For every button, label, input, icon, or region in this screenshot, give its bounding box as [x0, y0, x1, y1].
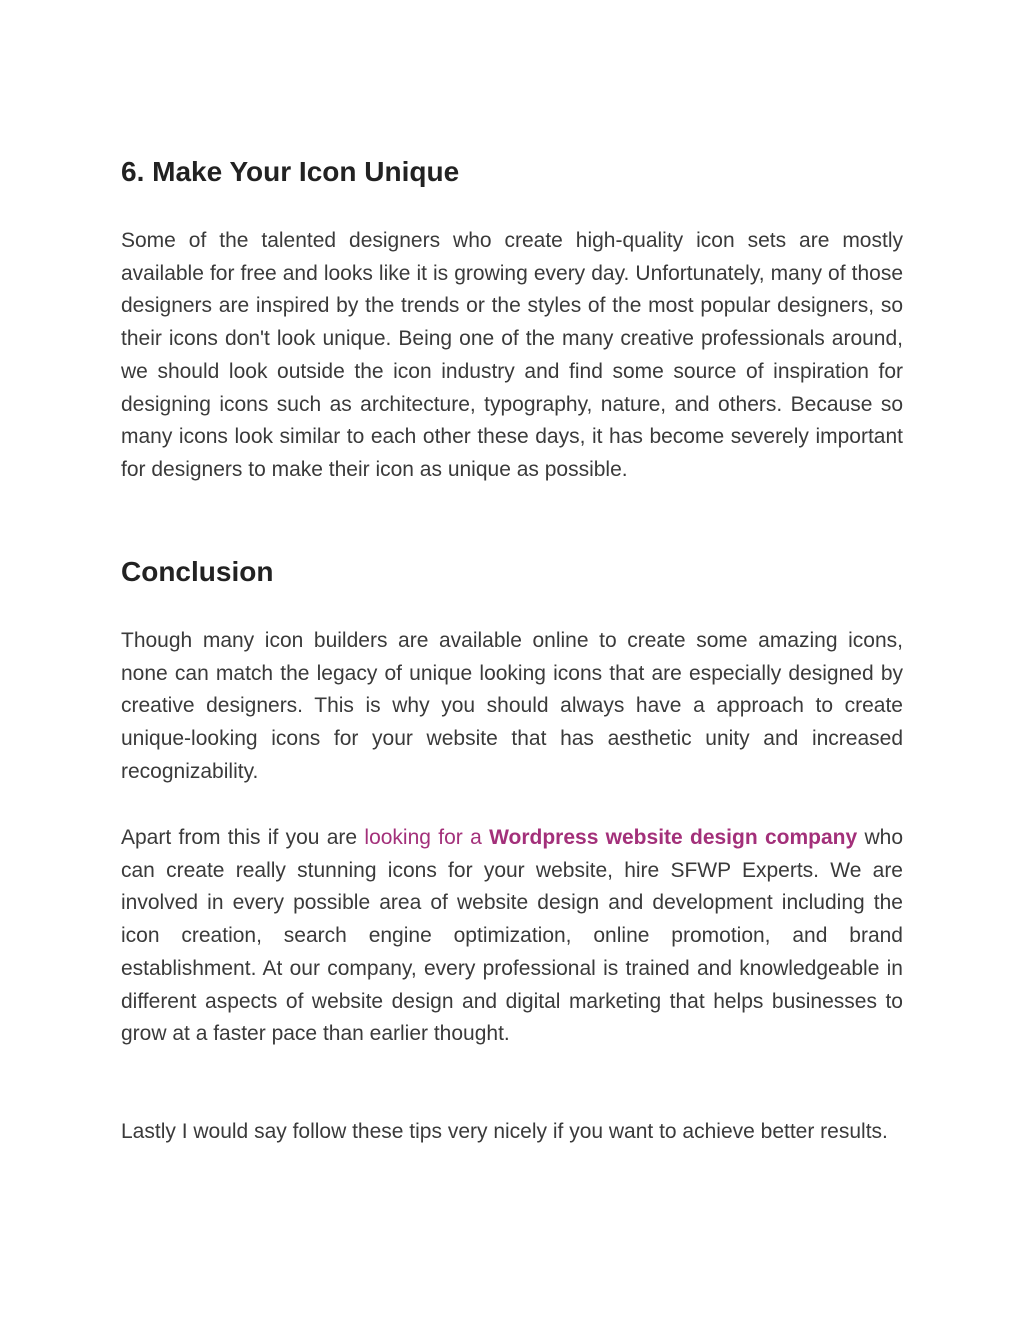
paragraph-text-space [482, 826, 489, 849]
looking-for-link[interactable]: looking for a [364, 826, 482, 849]
conclusion-paragraph-3: Lastly I would say follow these tips very nicely if you want to achieve better results. [121, 1120, 888, 1143]
section-heading-make-icon-unique: 6. Make Your Icon Unique [121, 156, 460, 187]
paragraph-text-lead: Apart from this if you are [121, 826, 365, 849]
section-heading-conclusion: Conclusion [121, 556, 274, 587]
conclusion-paragraph-2 [121, 822, 903, 1051]
section-paragraph-make-icon-unique: Some of the talented designers who create high-quality icon sets are mostly available for free and looks like it is growing every day. Unfortunately, many of those designers are inspired by the trends or the styles of the most popular designers, so their icons don't look unique. Being one of the many creative professionals around, we should look outside the icon industry and find some source of inspiration for designing icons such as architecture, typography, nature, and others. Because so many icons look similar to each other these days, it has become severely important for designers to make their icon as unique as possible. [121, 229, 903, 481]
wordpress-design-company-link[interactable]: Wordpress website design company [489, 826, 858, 849]
conclusion-paragraph-1: Though many icon builders are available online to create some amazing icons, none can match the legacy of unique looking icons that are especially designed by creative designers. This is why you should always have a approach to create unique-looking icons for your website that has aesthetic unity and increased recognizability. [121, 629, 903, 783]
paragraph-text-tail: who can create really stunning icons for your website, hire SFWP Experts. We are involved in every possible area of website design and development including the icon creation, search engine optimization, online promotion, and brand establishment. At our company, every professional is trained and knowledgeable in different aspects of website design and digital marketing that helps businesses to grow at a faster pace than earlier thought. [121, 826, 903, 1046]
